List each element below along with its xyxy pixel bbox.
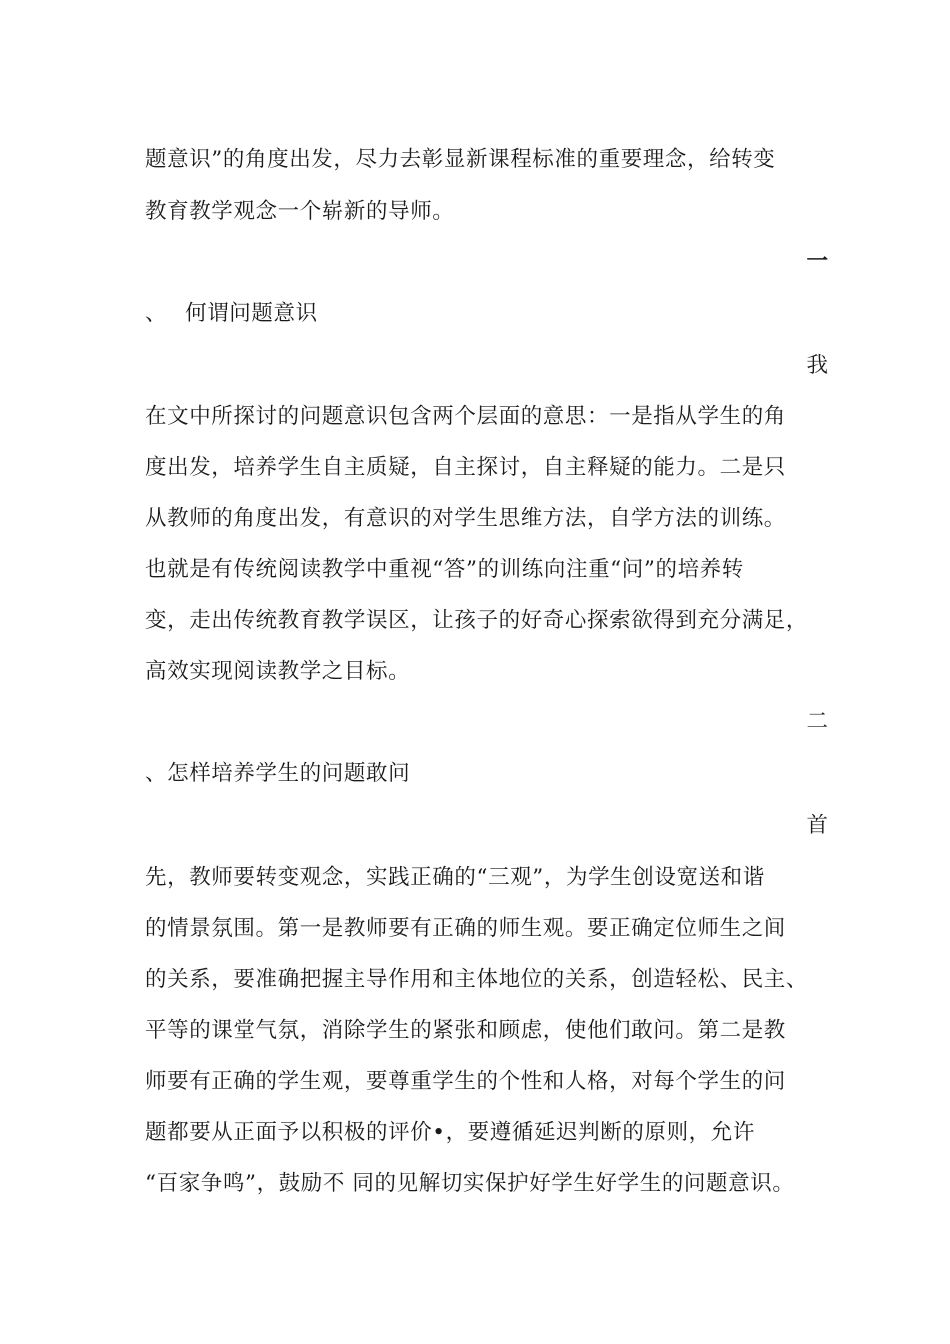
intro-line-2: 教育教学观念一个崭新的导师。 <box>145 199 455 224</box>
section1-line-4: 也就是有传统阅读教学中重视“答”的训练向注重“问”的培养转 <box>145 557 744 582</box>
section2-line-1: 先，教师要转变观念，实践正确的“三观”，为学生创设宽送和谐 <box>145 865 765 890</box>
section2-line-4: 平等的课堂气氛，消除学生的紧张和顾虑，使他们敢问。第二是教 <box>145 1018 786 1043</box>
section1-line-5: 变，走出传统教育教学误区，让孩子的好奇心探索欲得到充分满足， <box>145 608 809 633</box>
section2-line-5: 师要有正确的学生观，要尊重学生的个性和人格，对每个学生的问 <box>145 1069 786 1094</box>
section2-line-2: 的情景氛围。第一是教师要有正确的师生观。要正确定位师生之间 <box>145 916 786 941</box>
section2-title: 、怎样培养学生的问题敢问 <box>145 761 411 786</box>
section1-title: 何谓问题意识 <box>185 301 318 326</box>
section1-line-1: 在文中所探讨的问题意识包含两个层面的意思：一是指从学生的角 <box>145 404 786 429</box>
section1-lead-char: 我 <box>806 353 828 378</box>
section2-line-6: 题都要从正面予以积极的评价•，要遵循延迟判断的原则，允许 <box>145 1120 755 1145</box>
section1-heading <box>145 300 318 328</box>
section2-line-3: 的关系，要准确把握主导作用和主体地位的关系，创造轻松、民主、 <box>145 967 809 992</box>
section2-lead-char: 首 <box>806 813 828 838</box>
section2-number: 二 <box>806 709 828 734</box>
section1-mark: 、 <box>145 301 168 326</box>
intro-line-1: 题意识”的角度出发，尽力去彰显新课程标准的重要理念，给转变 <box>145 147 776 172</box>
section1-line-3: 从教师的角度出发，有意识的对学生思维方法，自学方法的训练。 <box>145 506 786 531</box>
section1-number: 一 <box>806 249 828 274</box>
section1-line-6: 高效实现阅读教学之目标。 <box>145 659 411 684</box>
section2-line-7: “百家争鸣”，鼓励不 同的见解切实保护好学生好学生的问题意识。 <box>145 1171 795 1196</box>
section1-line-2: 度出发，培养学生自主质疑，自主探讨，自主释疑的能力。二是只 <box>145 455 786 480</box>
